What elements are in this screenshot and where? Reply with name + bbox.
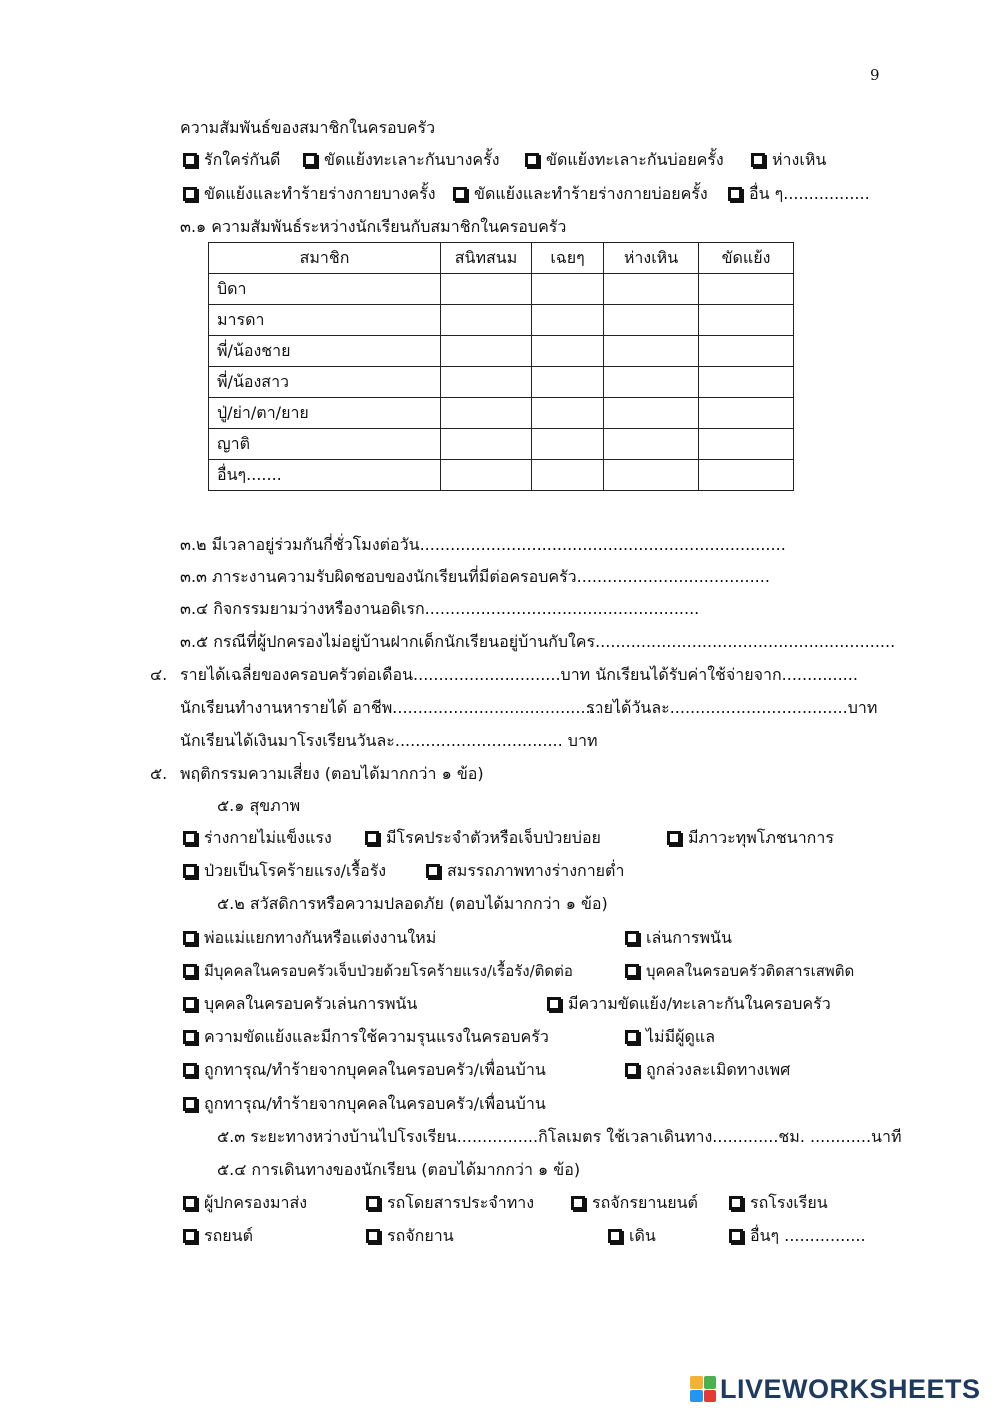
- member-cell: พี่/น้องชาย: [209, 336, 441, 367]
- table-cell[interactable]: [699, 336, 794, 367]
- table-cell[interactable]: [604, 305, 699, 336]
- table-cell[interactable]: [441, 336, 532, 367]
- checkbox[interactable]: [183, 864, 197, 878]
- option-bicycle[interactable]: รถจักยาน: [366, 1226, 454, 1246]
- table-cell[interactable]: [699, 274, 794, 305]
- checkbox[interactable]: [183, 153, 197, 167]
- table-cell[interactable]: [441, 305, 532, 336]
- checkbox[interactable]: [366, 1196, 380, 1210]
- checkbox[interactable]: [547, 997, 561, 1011]
- section-3-4[interactable]: ๓.๔ กิจกรรมยามว่างหรืองานอดิเรก......................................................: [180, 599, 700, 618]
- member-cell: มารดา: [209, 305, 441, 336]
- table-cell[interactable]: [441, 274, 532, 305]
- checkbox[interactable]: [183, 831, 197, 845]
- table-row: [209, 460, 794, 491]
- section-3-5[interactable]: ๓.๕ กรณีที่ผู้ปกครองไม่อยู่บ้านฝากเด็กนักเรียนอยู่บ้านกับใคร...........................................................: [180, 632, 896, 651]
- logo-square-4: [704, 1390, 717, 1403]
- checkbox[interactable]: [365, 831, 379, 845]
- table-cell[interactable]: [604, 274, 699, 305]
- welfare-row5: [183, 1060, 893, 1082]
- option-gambling[interactable]: เล่นการพนัน: [625, 928, 732, 948]
- header-conflict: ขัดแย้ง: [699, 243, 794, 274]
- option-car[interactable]: รถยนต์: [183, 1226, 253, 1246]
- checkbox[interactable]: [183, 997, 197, 1011]
- table-row: [209, 305, 794, 336]
- section-4-income[interactable]: รายได้เฉลี่ยของครอบครัวต่อเดือน.............................บาท นักเรียนได้รับค่าใช้จ่ายจาก...............: [180, 665, 858, 684]
- option-abused-2[interactable]: ถูกทารุณ/ทำร้ายจากบุคคลในครอบครัว/เพื่อนบ้าน: [183, 1094, 546, 1114]
- option-weak-body[interactable]: ร่างกายไม่แข็งแรง: [183, 828, 332, 848]
- header-neutral: เฉยๆ: [532, 243, 604, 274]
- checkbox[interactable]: [426, 864, 440, 878]
- section-3-2[interactable]: ๓.๒ มีเวลาอยู่ร่วมกันกี่ชั่วโมงต่อวัน........................................................................: [180, 535, 786, 554]
- option-parent-drop-off[interactable]: ผู้ปกครองมาส่ง: [183, 1193, 307, 1213]
- table-cell[interactable]: [699, 429, 794, 460]
- family-relationship-row1: [183, 150, 883, 172]
- table-cell[interactable]: [604, 398, 699, 429]
- option-severe-disease[interactable]: ป่วยเป็นโรคร้ายแรง/เรื้อรัง: [183, 861, 386, 881]
- table-cell[interactable]: [604, 429, 699, 460]
- option-parents-separated[interactable]: พ่อแม่แยกทางกันหรือแต่งงานใหม่: [183, 928, 436, 948]
- header-distant: ห่างเหิน: [604, 243, 699, 274]
- header-member: สมาชิก: [209, 243, 441, 274]
- page-number: 9: [870, 66, 880, 84]
- checkbox[interactable]: [183, 1063, 197, 1077]
- member-cell: พี่/น้องสาว: [209, 367, 441, 398]
- table-cell[interactable]: [441, 398, 532, 429]
- option-motorcycle[interactable]: รถจักรยานยนต์: [571, 1193, 698, 1213]
- option-violence-often[interactable]: ขัดแย้งและทำร้ายร่างกายบ่อยครั้ง: [453, 184, 708, 204]
- section-5-3-distance[interactable]: ๕.๓ ระยะทางหว่างบ้านไปโรงเรียน................กิโลเมตร ใช้เวลาเดินทาง.............ชม. ............นาที: [217, 1127, 902, 1146]
- relationship-table: [208, 242, 794, 491]
- header-close: สนิทสนม: [441, 243, 532, 274]
- checkbox[interactable]: [729, 1229, 743, 1243]
- welfare-row6: [183, 1094, 893, 1116]
- member-cell: ญาติ: [209, 429, 441, 460]
- family-relationship-row2: [183, 184, 883, 206]
- option-walk[interactable]: เดิน: [608, 1226, 656, 1246]
- checkbox[interactable]: [625, 964, 639, 978]
- option-other[interactable]: อื่น ๆ.................: [728, 184, 870, 204]
- welfare-row4: [183, 1027, 893, 1049]
- checkbox[interactable]: [183, 1196, 197, 1210]
- liveworksheets-logo[interactable]: [690, 1372, 981, 1406]
- option-low-fitness[interactable]: สมรรถภาพทางร่างกายต่ำ: [426, 861, 624, 881]
- table-cell[interactable]: [699, 305, 794, 336]
- checkbox[interactable]: [751, 153, 765, 167]
- checkbox[interactable]: [183, 1097, 197, 1111]
- checkbox[interactable]: [728, 187, 742, 201]
- logo-square-2: [704, 1376, 717, 1389]
- section-5-title: พฤติกรรมความเสี่ยง (ตอบได้มากกว่า ๑ ข้อ): [180, 764, 484, 783]
- section-5-2-title: ๕.๒ สวัสดิการหรือความปลอดภัย (ตอบได้มากกว่า ๑ ข้อ): [217, 894, 608, 913]
- option-school-bus[interactable]: รถโรงเรียน: [729, 1193, 828, 1213]
- checkbox[interactable]: [608, 1229, 622, 1243]
- section-5-4-title: ๕.๔ การเดินทางของนักเรียน (ตอบได้มากกว่า ๑ ข้อ): [217, 1160, 581, 1179]
- table-cell[interactable]: [441, 367, 532, 398]
- checkbox[interactable]: [366, 1229, 380, 1243]
- table-row: [209, 336, 794, 367]
- logo-square-3: [690, 1390, 703, 1403]
- travel-row1: [183, 1193, 883, 1215]
- checkbox[interactable]: [625, 931, 639, 945]
- option-family-gambling[interactable]: บุคคลในครอบครัวเล่นการพนัน: [183, 994, 417, 1014]
- option-family-illness[interactable]: มีบุคคลในครอบครัวเจ็บป่วยด้วยโรคร้ายแรง/เรื้อรัง/ติดต่อ: [183, 961, 573, 981]
- checkbox[interactable]: [183, 931, 197, 945]
- table-cell[interactable]: [532, 398, 604, 429]
- table-header-row: [209, 243, 794, 274]
- health-row2: [183, 861, 883, 883]
- checkbox[interactable]: [525, 153, 539, 167]
- option-domestic-violence[interactable]: ความขัดแย้งและมีการใช้ความรุนแรงในครอบครัว: [183, 1027, 549, 1047]
- table-cell[interactable]: [532, 429, 604, 460]
- section-4-school-money[interactable]: นักเรียนได้เงินมาโรงเรียนวันละ................................. บาท: [180, 731, 598, 750]
- checkbox[interactable]: [183, 187, 197, 201]
- health-row1: [183, 828, 883, 850]
- member-cell: อื่นๆ.......: [209, 460, 441, 491]
- table-cell[interactable]: [532, 336, 604, 367]
- table-cell[interactable]: [604, 367, 699, 398]
- option-distant[interactable]: ห่างเหิน: [751, 150, 826, 170]
- option-no-caregiver[interactable]: ไม่มีผู้ดูแล: [625, 1027, 715, 1047]
- option-public-bus[interactable]: รถโดยสารประจำทาง: [366, 1193, 534, 1213]
- welfare-row3: [183, 994, 893, 1016]
- table-cell[interactable]: [532, 305, 604, 336]
- table-cell[interactable]: [699, 398, 794, 429]
- section-3-1-title: ๓.๑ ความสัมพันธ์ระหว่างนักเรียนกับสมาชิกในครอบครัว: [180, 217, 567, 236]
- option-family-conflict[interactable]: มีความขัดแย้ง/ทะเลาะกันในครอบครัว: [547, 994, 831, 1014]
- option-violence-sometimes[interactable]: ขัดแย้งและทำร้ายร่างกายบางครั้ง: [183, 184, 436, 204]
- member-cell: บิดา: [209, 274, 441, 305]
- logo-text: LIVEWORKSHEETS: [720, 1373, 981, 1404]
- option-love-each-other[interactable]: รักใคร่กันดี: [183, 150, 280, 170]
- welfare-row2: [183, 961, 893, 983]
- table-cell[interactable]: [532, 460, 604, 491]
- table-cell[interactable]: [604, 460, 699, 491]
- section-4-daily-income[interactable]: รายได้วันละ...................................บาท: [586, 698, 878, 717]
- table-row: [209, 367, 794, 398]
- checkbox[interactable]: [571, 1196, 585, 1210]
- option-abused[interactable]: ถูกทารุณ/ทำร้ายจากบุคคลในครอบครัว/เพื่อนบ้าน: [183, 1060, 546, 1080]
- option-travel-other[interactable]: อื่นๆ ................: [729, 1226, 866, 1246]
- table-cell[interactable]: [699, 367, 794, 398]
- option-conflict-often[interactable]: ขัดแย้งทะเลาะกันบ่อยครั้ง: [525, 150, 724, 170]
- option-malnutrition[interactable]: มีภาวะทุพโภชนาการ: [667, 828, 834, 848]
- section-4-number: ๔.: [150, 665, 168, 684]
- option-family-drugs[interactable]: บุคคลในครอบครัวติดสารเสพติด: [625, 961, 854, 981]
- section-5-number: ๕.: [150, 764, 168, 783]
- option-sexual-abuse[interactable]: ถูกล่วงละเมิดทางเพศ: [625, 1060, 790, 1080]
- section-5-1-title: ๕.๑ สุขภาพ: [217, 796, 301, 815]
- section-4-job[interactable]: นักเรียนทำงานหารายได้ อาชีพ.........................................: [180, 698, 601, 717]
- family-relationship-title: ความสัมพันธ์ของสมาชิกในครอบครัว: [180, 118, 436, 137]
- table-cell[interactable]: [604, 336, 699, 367]
- checkbox[interactable]: [667, 831, 681, 845]
- table-row: [209, 398, 794, 429]
- table-row: [209, 429, 794, 460]
- checkbox[interactable]: [183, 1229, 197, 1243]
- option-conflict-sometimes[interactable]: ขัดแย้งทะเลาะกันบางครั้ง: [303, 150, 500, 170]
- table-cell[interactable]: [441, 460, 532, 491]
- checkbox[interactable]: [183, 1030, 197, 1044]
- checkbox[interactable]: [625, 1063, 639, 1077]
- checkbox[interactable]: [303, 153, 317, 167]
- member-cell: ปู่/ย่า/ตา/ยาย: [209, 398, 441, 429]
- option-chronic-illness[interactable]: มีโรคประจำตัวหรือเจ็บป่วยบ่อย: [365, 828, 601, 848]
- checkbox[interactable]: [625, 1030, 639, 1044]
- logo-square-1: [690, 1376, 703, 1389]
- table-cell[interactable]: [441, 429, 532, 460]
- checkbox[interactable]: [729, 1196, 743, 1210]
- welfare-row1: [183, 928, 893, 950]
- checkbox[interactable]: [453, 187, 467, 201]
- table-row: [209, 274, 794, 305]
- table-cell[interactable]: [532, 367, 604, 398]
- table-cell[interactable]: [532, 274, 604, 305]
- table-cell[interactable]: [699, 460, 794, 491]
- logo-icon: [690, 1376, 716, 1402]
- checkbox[interactable]: [183, 964, 197, 978]
- travel-row2: [183, 1226, 883, 1248]
- section-3-3[interactable]: ๓.๓ ภาระงานความรับผิดชอบของนักเรียนที่มีต่อครอบครัว......................................: [180, 567, 770, 586]
